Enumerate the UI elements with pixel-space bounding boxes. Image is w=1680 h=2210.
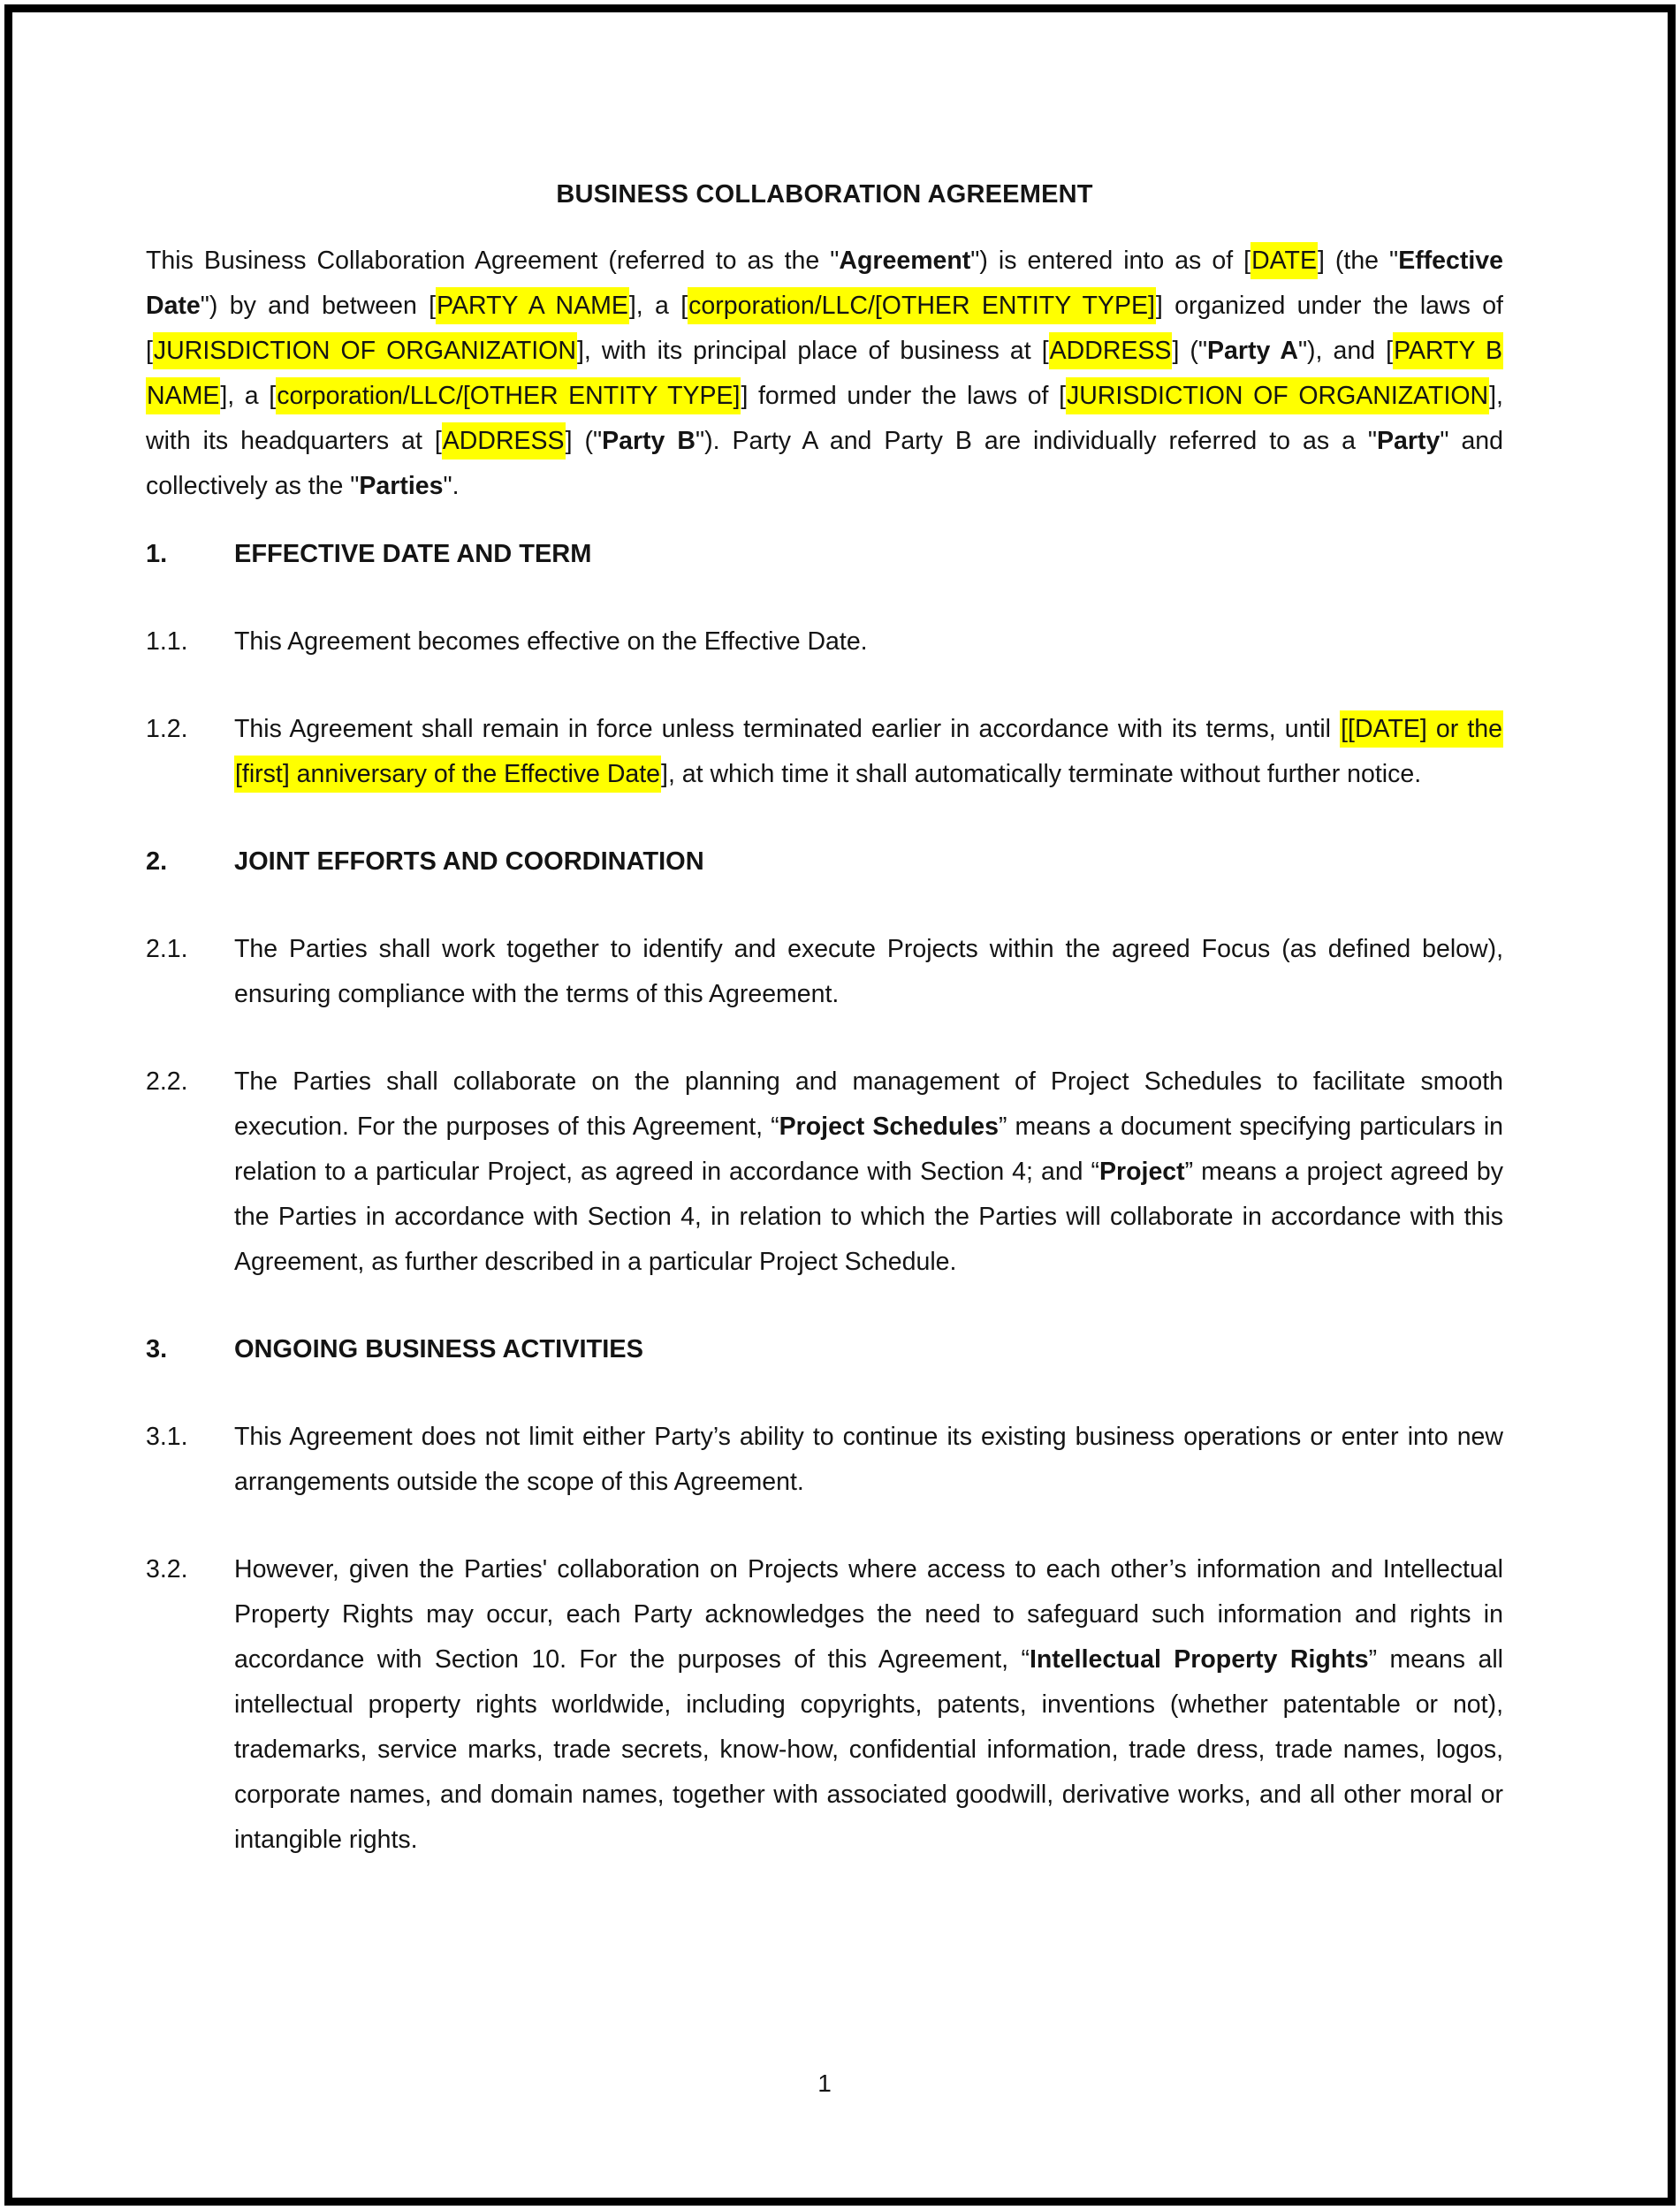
clause-text: However, given the Parties' collaboration on Projects where access to each other’s information and Intellectual Property Rights may occur, each Party acknowledges the need to safeguard such information and rights in accordance with Section 10. For the purposes of this Agreement, “Intellectual Property Rights” means all intellectual property rights worldwide, including copyrights, patents, inventions (whether patentable or not), trademarks, service marks, trade secrets, know-how, confidential information, trade dress, trade names, logos, corporate names, and domain names, together with associated goodwill, derivative works, and all other moral or intangible rights. — [234, 1555, 1503, 1854]
clause-number: 2.1. — [146, 935, 188, 963]
clause-text: This Agreement becomes effective on the Effective Date. — [234, 627, 868, 656]
intro-paragraph: This Business Collaboration Agreement (referred to as the "Agreement") is entered into as of [DATE] (the "Effective Date") by and between [PARTY A NAME], a [corporation/LLC/[OTHER ENTITY TYPE]] organized under the laws of [JURISDICTION OF ORGANIZATION], with its principal place of business at [ADDRESS] ("Party A"), and [PARTY B NAME], a [corporation/LLC/[OTHER ENTITY TYPE]] formed under the laws of [JURISDICTION OF ORGANIZATION], with its headquarters at [ADDRESS] ("Party B"). Party A and Party B are individually referred to as a "Party" and collectively as the "Parties". — [146, 239, 1503, 509]
clause-text: This Agreement shall remain in force unless terminated earlier in accordance with its terms, until [[DATE] or the [first] anniversary of the Effective Date], at which time it shall automatically terminate without further notice. — [234, 707, 1503, 797]
clause-text: The Parties shall collaborate on the planning and management of Project Schedules to facilitate smooth execution. For the purposes of this Agreement, “Project Schedules” means a document specifying particulars in relation to a particular Project, as agreed in accordance with Section 4; and “Project” means a project agreed by the Parties in accordance with Section 4, in relation to which the Parties will collaborate in accordance with this Agreement, as further described in a particular Project Schedule. — [234, 1067, 1504, 1276]
document-title: BUSINESS COLLABORATION AGREEMENT — [556, 180, 1093, 209]
clause-number: 3.1. — [146, 1423, 188, 1451]
section-heading-ongoing-business-activities — [146, 1327, 1503, 1372]
section-heading-effective-date-and-term — [146, 532, 1503, 577]
page-number: 1 — [817, 2070, 832, 2097]
section-title: EFFECTIVE DATE AND TERM — [234, 540, 592, 568]
section-number: 2. — [146, 847, 168, 876]
document-content — [146, 11, 1503, 1905]
clause-2-2 — [146, 1059, 1503, 1285]
clause-number: 3.2. — [146, 1555, 188, 1583]
section-heading-joint-efforts-and-coordination — [146, 839, 1503, 885]
clause-3-2 — [146, 1547, 1503, 1863]
clause-number: 1.2. — [146, 715, 188, 743]
clause-1-1 — [146, 619, 1503, 665]
clause-2-1 — [146, 927, 1503, 1017]
clause-1-2 — [146, 707, 1503, 797]
section-title: ONGOING BUSINESS ACTIVITIES — [234, 1335, 643, 1363]
section-title: JOINT EFFORTS AND COORDINATION — [234, 847, 704, 876]
clause-3-1 — [146, 1415, 1503, 1505]
clause-text: This Agreement does not limit either Party’s ability to continue its existing business operations or enter into new arrangements outside the scope of this Agreement. — [234, 1423, 1503, 1496]
clause-number: 2.2. — [146, 1067, 188, 1096]
clause-text: The Parties shall work together to identify and execute Projects within the agreed Focus (as defined below), ensuring compliance with the terms of this Agreement. — [234, 935, 1503, 1008]
clause-number: 1.1. — [146, 627, 188, 656]
section-number: 3. — [146, 1335, 168, 1363]
section-number: 1. — [146, 540, 168, 568]
